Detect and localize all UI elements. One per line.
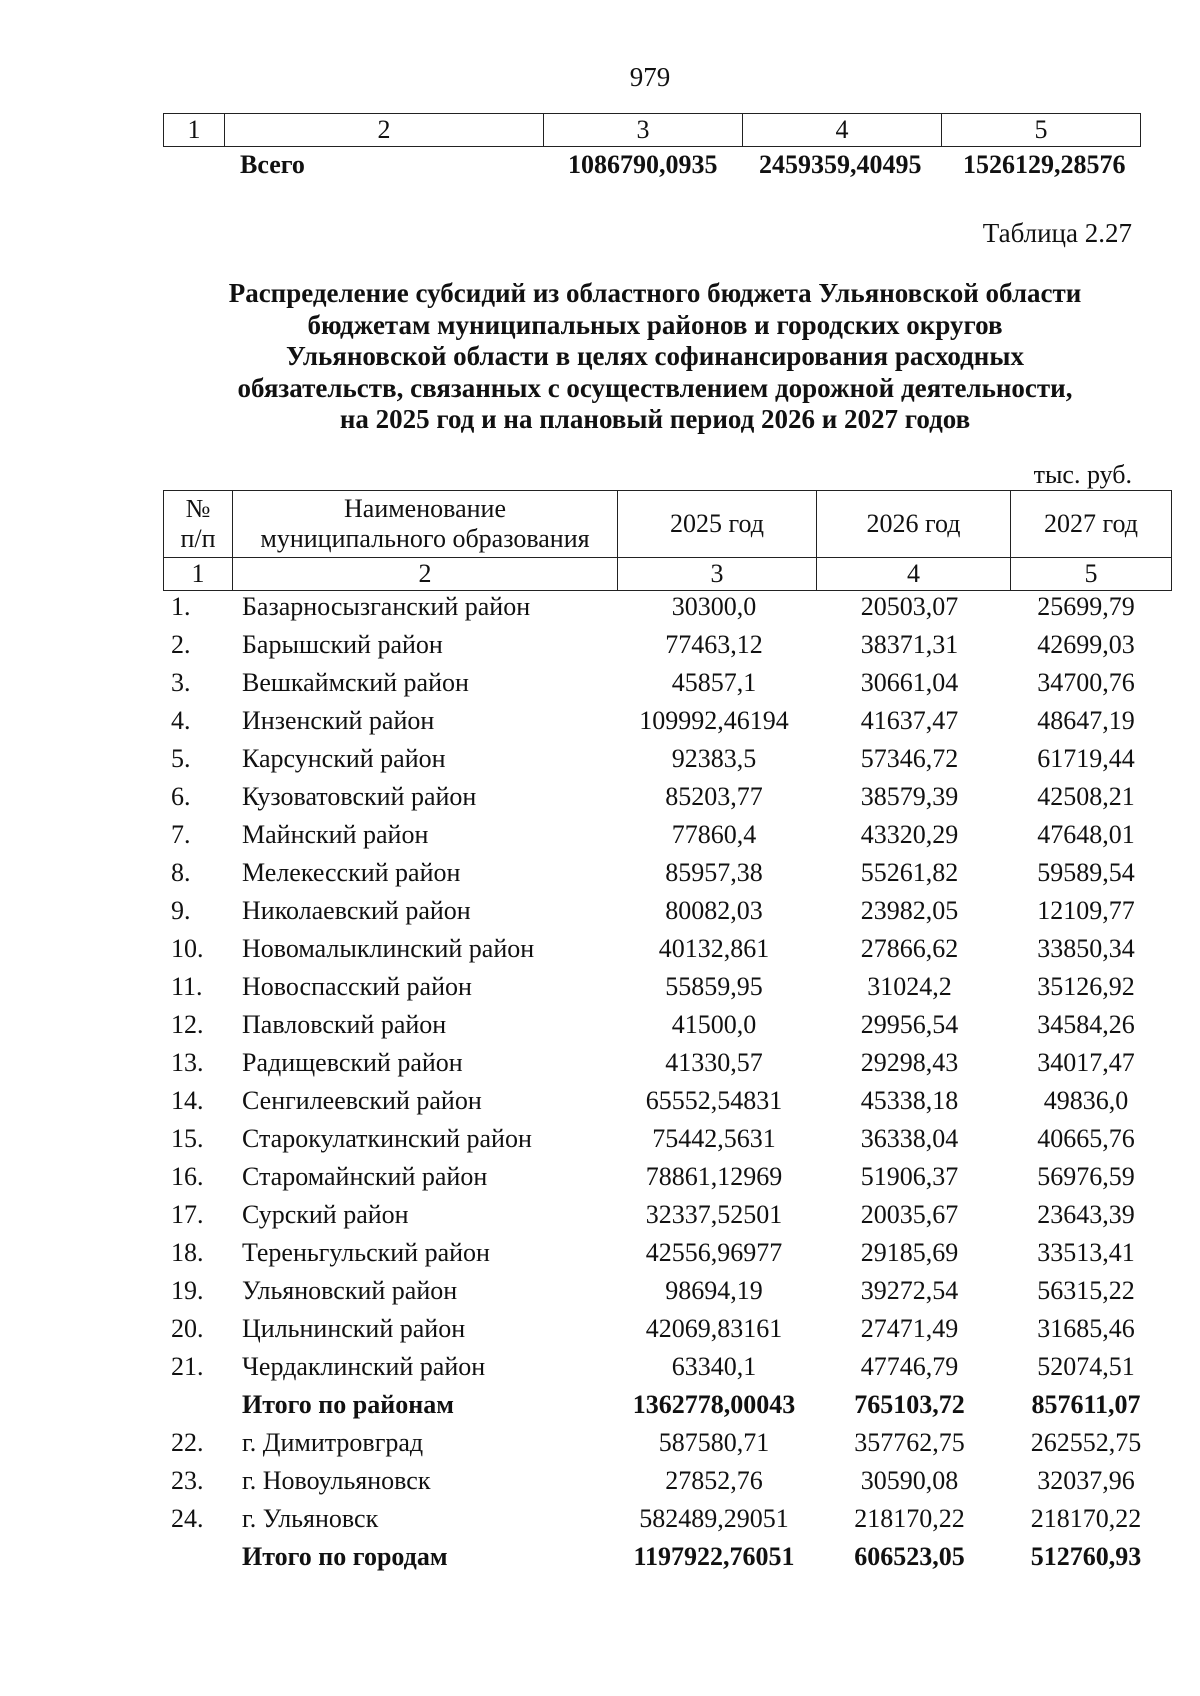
- previous-total-label: Всего: [240, 150, 305, 179]
- header-2025: 2025 год: [618, 491, 817, 558]
- row-name: Павловский район: [242, 1010, 447, 1039]
- column-number: 5: [1011, 558, 1172, 591]
- table-row: [163, 1200, 1148, 1238]
- row-value-2026: 27471,49: [860, 1314, 959, 1343]
- row-value-2025: 32337,52501: [645, 1200, 783, 1229]
- row-name: Сенгилеевский район: [242, 1086, 482, 1115]
- row-number: 23.: [171, 1466, 204, 1495]
- row-value-2027: 33850,34: [1037, 934, 1135, 963]
- row-name: Вешкаймский район: [242, 668, 469, 697]
- title-line: бюджетам муниципальных районов и городских округов: [307, 309, 1003, 340]
- row-name: Цильнинский район: [242, 1314, 466, 1343]
- page-number: 979: [629, 62, 671, 92]
- row-value-2025: 85957,38: [665, 858, 763, 887]
- table-row: [163, 592, 1148, 630]
- row-value-2025: 41500,0: [671, 1010, 757, 1039]
- row-value-2027: 33513,41: [1037, 1238, 1135, 1267]
- header-num: [164, 491, 233, 558]
- table-row: [163, 706, 1148, 744]
- row-number: 5.: [171, 744, 191, 773]
- table-row: [163, 1162, 1148, 1200]
- row-value-2025: 80082,03: [665, 896, 763, 925]
- row-value-2027: 512760,93: [1030, 1542, 1142, 1571]
- table-row: [163, 744, 1148, 782]
- continuation-header-cell: 3: [544, 114, 743, 147]
- row-number: 9.: [171, 896, 191, 925]
- row-value-2027: 34584,26: [1037, 1010, 1135, 1039]
- row-value-2027: 34017,47: [1037, 1048, 1135, 1077]
- table-row: [163, 1428, 1148, 1466]
- header-name-line1: Наименование: [344, 494, 506, 523]
- continuation-header-cell: 4: [743, 114, 942, 147]
- table-row: [163, 1010, 1148, 1048]
- row-value-2027: 52074,51: [1037, 1352, 1135, 1381]
- row-value-2025: 42069,83161: [645, 1314, 783, 1343]
- row-value-2027: 42699,03: [1037, 630, 1135, 659]
- table-row: [163, 1466, 1148, 1504]
- row-number: 16.: [171, 1162, 204, 1191]
- row-value-2026: 20035,67: [860, 1200, 959, 1229]
- column-number: 4: [817, 558, 1011, 591]
- title-line: Ульяновской области в целях софинансирования расходных: [286, 341, 1024, 371]
- row-value-2026: 36338,04: [860, 1124, 959, 1153]
- table-row: [163, 858, 1148, 896]
- column-number-row: [164, 558, 1172, 591]
- row-value-2025: 582489,29051: [639, 1504, 789, 1533]
- table-row: [163, 1314, 1148, 1352]
- row-name: Итого по районам: [242, 1390, 454, 1419]
- row-value-2025: 587580,71: [658, 1428, 770, 1457]
- row-value-2027: 23643,39: [1037, 1200, 1135, 1229]
- row-value-2026: 38371,31: [860, 630, 959, 659]
- row-value-2025: 1362778,00043: [632, 1390, 796, 1419]
- table-row: [163, 668, 1148, 706]
- row-name: Инзенский район: [242, 706, 435, 735]
- table-row: [163, 1048, 1148, 1086]
- header-num-line1: №: [185, 494, 211, 523]
- table-row: [163, 896, 1148, 934]
- row-number: 22.: [171, 1428, 204, 1457]
- row-value-2025: 77860,4: [671, 820, 757, 849]
- row-name: Барышский район: [242, 630, 443, 659]
- table-row: [163, 1352, 1148, 1390]
- row-name: Сурский район: [242, 1200, 409, 1229]
- header-name-line2: муниципального образования: [260, 524, 590, 553]
- row-value-2027: 25699,79: [1037, 592, 1135, 621]
- title-line: на 2025 год и на плановый период 2026 и 2027 годов: [339, 404, 971, 434]
- row-value-2025: 85203,77: [665, 782, 763, 811]
- row-number: 6.: [171, 782, 191, 811]
- table-label: Таблица 2.27: [982, 218, 1132, 248]
- row-value-2025: 30300,0: [671, 592, 757, 621]
- row-value-2026: 27866,62: [860, 934, 959, 963]
- row-number: 17.: [171, 1200, 204, 1229]
- row-name: г. Новоульяновск: [242, 1466, 431, 1495]
- row-value-2025: 75442,5631: [652, 1124, 776, 1153]
- row-value-2026: 29956,54: [860, 1010, 959, 1039]
- row-name: Радищевский район: [242, 1048, 463, 1077]
- row-value-2025: 45857,1: [671, 668, 757, 697]
- previous-total-2027: 1526129,28576: [963, 150, 1126, 179]
- row-value-2027: 48647,19: [1037, 706, 1135, 735]
- row-number: 10.: [171, 934, 204, 963]
- table-row: [163, 630, 1148, 668]
- row-value-2027: 857611,07: [1031, 1390, 1141, 1419]
- row-value-2026: 765103,72: [854, 1390, 965, 1419]
- row-number: 8.: [171, 858, 191, 887]
- row-value-2027: 61719,44: [1037, 744, 1135, 773]
- row-number: 13.: [171, 1048, 204, 1077]
- row-value-2027: 40665,76: [1037, 1124, 1135, 1153]
- row-number: 7.: [171, 820, 191, 849]
- row-value-2025: 92383,5: [671, 744, 757, 773]
- row-number: 15.: [171, 1124, 204, 1153]
- column-number: 1: [164, 558, 233, 591]
- row-value-2026: 357762,75: [854, 1428, 965, 1457]
- row-number: 24.: [171, 1504, 204, 1533]
- previous-total-2025: 1086790,0935: [568, 150, 718, 179]
- table-body: [163, 592, 1148, 1580]
- row-name: Новомалыклинский район: [242, 934, 535, 963]
- row-value-2026: 218170,22: [854, 1504, 965, 1533]
- previous-total-2026: 2459359,40495: [759, 150, 922, 179]
- row-value-2027: 49836,0: [1043, 1086, 1129, 1115]
- row-value-2025: 65552,54831: [645, 1086, 783, 1115]
- row-name: Мелекесский район: [242, 858, 461, 887]
- row-value-2026: 29298,43: [860, 1048, 959, 1077]
- row-value-2026: 57346,72: [860, 744, 959, 773]
- subtotal-row: [163, 1542, 1148, 1580]
- row-number: 12.: [171, 1010, 204, 1039]
- row-value-2026: 30661,04: [860, 668, 959, 697]
- row-value-2025: 1197922,76051: [633, 1542, 795, 1571]
- row-value-2027: 56976,59: [1037, 1162, 1135, 1191]
- row-value-2026: 51906,37: [860, 1162, 959, 1191]
- header-2026: 2026 год: [817, 491, 1011, 558]
- column-number: 2: [233, 558, 618, 591]
- row-value-2025: 98694,19: [665, 1276, 763, 1305]
- header-name: [233, 491, 618, 558]
- row-value-2026: 43320,29: [860, 820, 959, 849]
- table-row: [163, 972, 1148, 1010]
- header-num-line2: п/п: [180, 524, 216, 553]
- row-value-2027: 59589,54: [1037, 858, 1135, 887]
- row-name: Итого по городам: [242, 1542, 448, 1571]
- continuation-header-cell: 2: [225, 114, 544, 147]
- continuation-header-table: [163, 113, 1141, 147]
- row-value-2027: 218170,22: [1030, 1504, 1142, 1533]
- row-value-2026: 31024,2: [867, 972, 952, 1001]
- row-value-2025: 63340,1: [671, 1352, 757, 1381]
- row-number: 2.: [171, 630, 191, 659]
- row-number: 14.: [171, 1086, 204, 1115]
- continuation-header-cell: 1: [164, 114, 225, 147]
- row-value-2026: 29185,69: [860, 1238, 959, 1267]
- row-value-2026: 47746,79: [860, 1352, 959, 1381]
- row-value-2027: 42508,21: [1037, 782, 1135, 811]
- row-value-2025: 27852,76: [665, 1466, 763, 1495]
- row-name: г. Ульяновск: [242, 1504, 379, 1533]
- row-value-2026: 20503,07: [860, 592, 959, 621]
- row-number: 11.: [171, 972, 203, 1001]
- table-row: [163, 820, 1148, 858]
- row-value-2026: 606523,05: [854, 1542, 965, 1571]
- main-header-table: [163, 490, 1172, 591]
- row-value-2027: 262552,75: [1030, 1428, 1142, 1457]
- row-value-2027: 34700,76: [1037, 668, 1135, 697]
- row-name: Новоспасский район: [242, 972, 472, 1001]
- table-row: [163, 1276, 1148, 1314]
- row-name: Чердаклинский район: [242, 1352, 486, 1381]
- row-name: Базарносызганский район: [242, 592, 531, 621]
- title-line: обязательств, связанных с осуществлением дорожной деятельности,: [237, 372, 1073, 403]
- table-row: [163, 782, 1148, 820]
- row-value-2025: 77463,12: [665, 630, 763, 659]
- row-value-2027: 56315,22: [1037, 1276, 1135, 1305]
- column-number: 3: [618, 558, 817, 591]
- row-name: Старомайнский район: [242, 1162, 488, 1191]
- row-number: 4.: [171, 706, 191, 735]
- continuation-header-row: [164, 114, 1141, 147]
- table-row: [163, 934, 1148, 972]
- row-value-2025: 78861,12969: [645, 1162, 783, 1191]
- row-number: 1.: [171, 592, 191, 621]
- row-value-2025: 42556,96977: [645, 1238, 783, 1267]
- row-value-2026: 38579,39: [860, 782, 959, 811]
- row-value-2025: 55859,95: [665, 972, 763, 1001]
- row-name: Старокулаткинский район: [242, 1124, 532, 1153]
- row-number: 3.: [171, 668, 191, 697]
- row-name: Кузоватовский район: [242, 782, 477, 811]
- row-value-2025: 40132,861: [658, 934, 770, 963]
- table-row: [163, 1086, 1148, 1124]
- row-value-2025: 109992,46194: [639, 706, 789, 735]
- table-row: [163, 1504, 1148, 1542]
- row-value-2027: 35126,92: [1037, 972, 1135, 1001]
- row-number: 18.: [171, 1238, 204, 1267]
- table-row: [163, 1238, 1148, 1276]
- row-value-2027: 31685,46: [1037, 1314, 1135, 1343]
- row-name: Карсунский район: [242, 744, 446, 773]
- row-value-2027: 32037,96: [1037, 1466, 1135, 1495]
- subtotal-row: [163, 1390, 1148, 1428]
- row-number: 21.: [171, 1352, 204, 1381]
- title-line: Распределение субсидий из областного бюджета Ульяновской области: [228, 278, 1082, 308]
- row-value-2027: 12109,77: [1037, 896, 1135, 925]
- continuation-header-cell: 5: [942, 114, 1141, 147]
- row-value-2026: 41637,47: [860, 706, 959, 735]
- header-row: [164, 491, 1172, 558]
- row-value-2026: 39272,54: [860, 1276, 959, 1305]
- row-value-2027: 47648,01: [1037, 820, 1135, 849]
- header-2027: 2027 год: [1011, 491, 1172, 558]
- table-row: [163, 1124, 1148, 1162]
- units-label: тыс. руб.: [1033, 460, 1132, 489]
- row-number: 19.: [171, 1276, 204, 1305]
- row-name: Тереньгульский район: [242, 1238, 490, 1267]
- row-number: 20.: [171, 1314, 204, 1343]
- row-value-2026: 30590,08: [860, 1466, 959, 1495]
- row-name: Майнский район: [242, 820, 429, 849]
- row-value-2026: 23982,05: [860, 896, 959, 925]
- row-value-2026: 55261,82: [860, 858, 959, 887]
- row-value-2026: 45338,18: [860, 1086, 959, 1115]
- row-name: Николаевский район: [242, 896, 471, 925]
- row-name: Ульяновский район: [242, 1276, 458, 1305]
- row-value-2025: 41330,57: [665, 1048, 763, 1077]
- row-name: г. Димитровград: [242, 1428, 424, 1457]
- table-title: [160, 278, 1150, 436]
